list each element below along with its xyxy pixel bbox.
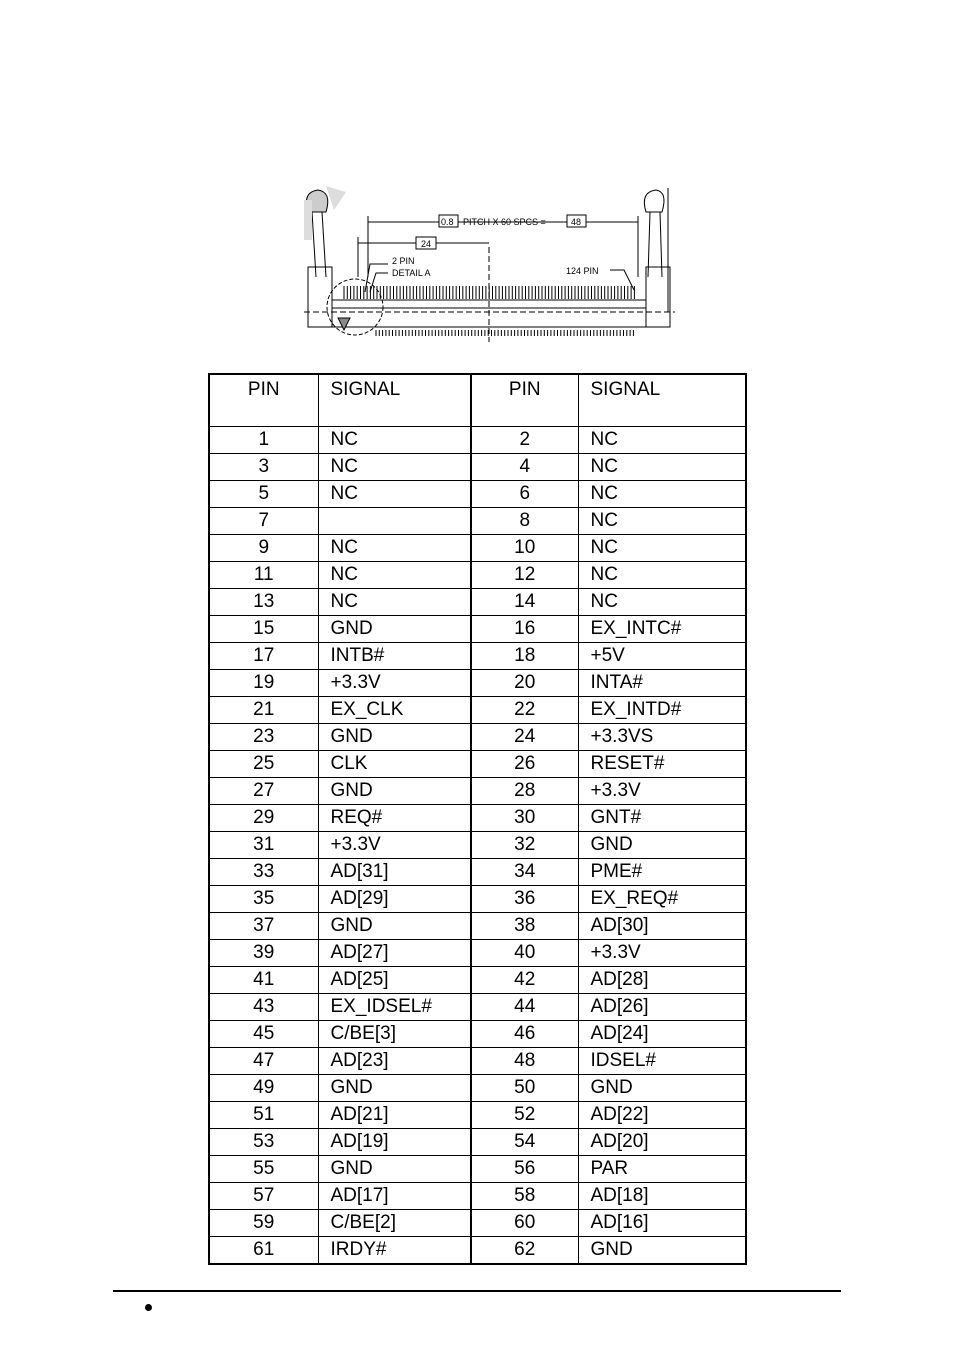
- pin-number: 59: [209, 1210, 318, 1237]
- signal-name: AD[16]: [578, 1210, 746, 1237]
- table-row: [209, 508, 746, 535]
- signal-name: NC: [318, 454, 471, 481]
- pin-number: 17: [209, 643, 318, 670]
- signal-name: NC: [318, 589, 471, 616]
- table-row: [209, 670, 746, 697]
- signal-name: AD[21]: [318, 1102, 471, 1129]
- signal-name: AD[19]: [318, 1129, 471, 1156]
- signal-name: C/BE[2]: [318, 1210, 471, 1237]
- table-row: [209, 616, 746, 643]
- signal-name: CLK: [318, 751, 471, 778]
- pin-number: 53: [209, 1129, 318, 1156]
- signal-name: NC: [578, 508, 746, 535]
- table-row: [209, 967, 746, 994]
- signal-name: NC: [318, 562, 471, 589]
- pin-number: 13: [209, 589, 318, 616]
- detail-label: DETAIL A: [392, 268, 431, 278]
- table-row: [209, 643, 746, 670]
- span-box: 24: [421, 239, 432, 249]
- pin-number: 7: [209, 508, 318, 535]
- pin-number: 8: [471, 508, 578, 535]
- signal-name: INTA#: [578, 670, 746, 697]
- signal-name: PAR: [578, 1156, 746, 1183]
- signal-name: EX_IDSEL#: [318, 994, 471, 1021]
- pin-number: 38: [471, 913, 578, 940]
- pin-number: 48: [471, 1048, 578, 1075]
- signal-name: NC: [318, 481, 471, 508]
- pin-number: 16: [471, 616, 578, 643]
- pin-number: 39: [209, 940, 318, 967]
- signal-name: NC: [578, 589, 746, 616]
- pin-number: 27: [209, 778, 318, 805]
- signal-name: AD[20]: [578, 1129, 746, 1156]
- pin-number: 36: [471, 886, 578, 913]
- pin-number: 30: [471, 805, 578, 832]
- pin-number: 58: [471, 1183, 578, 1210]
- pitch-box: 0.8: [441, 217, 454, 227]
- bullet-icon: [145, 1304, 152, 1311]
- pin-number: 19: [209, 670, 318, 697]
- pin-number: 49: [209, 1075, 318, 1102]
- signal-name: GND: [318, 778, 471, 805]
- signal-name: GND: [318, 724, 471, 751]
- signal-name: AD[30]: [578, 913, 746, 940]
- pin-number: 29: [209, 805, 318, 832]
- pin-number: 44: [471, 994, 578, 1021]
- pin-number: 60: [471, 1210, 578, 1237]
- signal-name: AD[28]: [578, 967, 746, 994]
- pin-number: 34: [471, 859, 578, 886]
- signal-name: NC: [578, 454, 746, 481]
- table-row: [209, 1048, 746, 1075]
- table-row: [209, 751, 746, 778]
- table-row: [209, 1129, 746, 1156]
- pitch-text: PITCH X 60 SPCS =: [463, 217, 546, 227]
- signal-name: NC: [578, 427, 746, 454]
- pin-number: 20: [471, 670, 578, 697]
- connector-diagram: [300, 182, 678, 344]
- pin-table: [208, 373, 747, 1265]
- pin-number: 9: [209, 535, 318, 562]
- signal-name: AD[27]: [318, 940, 471, 967]
- pin-number: 37: [209, 913, 318, 940]
- table-row: [209, 1237, 746, 1265]
- header-pin: PIN: [209, 374, 318, 427]
- signal-name: IDSEL#: [578, 1048, 746, 1075]
- pin-number: 1: [209, 427, 318, 454]
- pin-number: 50: [471, 1075, 578, 1102]
- total-box: 48: [571, 217, 582, 227]
- signal-name: +5V: [578, 643, 746, 670]
- signal-name: GNT#: [578, 805, 746, 832]
- signal-name: AD[23]: [318, 1048, 471, 1075]
- signal-name: GND: [578, 1075, 746, 1102]
- pin-number: 22: [471, 697, 578, 724]
- pin-number: 51: [209, 1102, 318, 1129]
- pin-number: 21: [209, 697, 318, 724]
- signal-name: AD[18]: [578, 1183, 746, 1210]
- table-row: [209, 454, 746, 481]
- table-row: [209, 1183, 746, 1210]
- pin-number: 43: [209, 994, 318, 1021]
- table-row: [209, 805, 746, 832]
- signal-name: NC: [318, 427, 471, 454]
- pin124-label: 124 PIN: [566, 266, 599, 276]
- table-row: [209, 535, 746, 562]
- signal-name: AD[25]: [318, 967, 471, 994]
- pin-number: 54: [471, 1129, 578, 1156]
- table-row: [209, 778, 746, 805]
- signal-name: GND: [318, 913, 471, 940]
- pin-number: 57: [209, 1183, 318, 1210]
- table-row: [209, 1075, 746, 1102]
- pin-number: 28: [471, 778, 578, 805]
- pin-number: 14: [471, 589, 578, 616]
- signal-name: NC: [578, 535, 746, 562]
- pin-number: 62: [471, 1237, 578, 1265]
- pin-number: 10: [471, 535, 578, 562]
- pin-number: 31: [209, 832, 318, 859]
- pin-number: 33: [209, 859, 318, 886]
- signal-name: GND: [578, 832, 746, 859]
- table-row: [209, 1156, 746, 1183]
- signal-name: INTB#: [318, 643, 471, 670]
- signal-name: EX_INTD#: [578, 697, 746, 724]
- pin2-label: 2 PIN: [392, 256, 415, 266]
- signal-name: EX_INTC#: [578, 616, 746, 643]
- signal-name: AD[24]: [578, 1021, 746, 1048]
- table-row: [209, 724, 746, 751]
- header-signal: SIGNAL: [578, 374, 746, 427]
- pin-number: 24: [471, 724, 578, 751]
- table-row: [209, 427, 746, 454]
- signal-name: [318, 508, 471, 535]
- pin-number: 45: [209, 1021, 318, 1048]
- pin-number: 15: [209, 616, 318, 643]
- table-row: [209, 994, 746, 1021]
- pin-number: 52: [471, 1102, 578, 1129]
- table-row: [209, 832, 746, 859]
- signal-name: AD[31]: [318, 859, 471, 886]
- table-row: [209, 1210, 746, 1237]
- signal-name: NC: [578, 562, 746, 589]
- table-row: [209, 697, 746, 724]
- pin-number: 25: [209, 751, 318, 778]
- header-signal: SIGNAL: [318, 374, 471, 427]
- signal-name: AD[29]: [318, 886, 471, 913]
- pin-number: 35: [209, 886, 318, 913]
- header-row: [209, 374, 746, 427]
- pin-number: 41: [209, 967, 318, 994]
- pin-number: 2: [471, 427, 578, 454]
- pin-number: 46: [471, 1021, 578, 1048]
- table-row: [209, 1021, 746, 1048]
- table-row: [209, 589, 746, 616]
- signal-name: PME#: [578, 859, 746, 886]
- table-row: [209, 1102, 746, 1129]
- signal-name: NC: [318, 535, 471, 562]
- signal-name: GND: [318, 616, 471, 643]
- pin-number: 47: [209, 1048, 318, 1075]
- pin-number: 12: [471, 562, 578, 589]
- table-row: [209, 913, 746, 940]
- signal-name: +3.3VS: [578, 724, 746, 751]
- signal-name: GND: [318, 1156, 471, 1183]
- table-row: [209, 562, 746, 589]
- table-row: [209, 886, 746, 913]
- signal-name: EX_CLK: [318, 697, 471, 724]
- pin-number: 42: [471, 967, 578, 994]
- footer-rule: [113, 1290, 841, 1292]
- pin-number: 56: [471, 1156, 578, 1183]
- signal-name: +3.3V: [578, 940, 746, 967]
- signal-name: REQ#: [318, 805, 471, 832]
- pin-number: 3: [209, 454, 318, 481]
- table-row: [209, 940, 746, 967]
- signal-name: NC: [578, 481, 746, 508]
- pin-number: 40: [471, 940, 578, 967]
- pin-number: 11: [209, 562, 318, 589]
- signal-name: +3.3V: [578, 778, 746, 805]
- pin-number: 4: [471, 454, 578, 481]
- pin-number: 61: [209, 1237, 318, 1265]
- signal-name: GND: [578, 1237, 746, 1265]
- pin-number: 6: [471, 481, 578, 508]
- signal-name: AD[22]: [578, 1102, 746, 1129]
- signal-name: AD[26]: [578, 994, 746, 1021]
- pin-number: 23: [209, 724, 318, 751]
- pin-number: 55: [209, 1156, 318, 1183]
- table-row: [209, 859, 746, 886]
- pin-number: 5: [209, 481, 318, 508]
- signal-name: AD[17]: [318, 1183, 471, 1210]
- signal-name: IRDY#: [318, 1237, 471, 1265]
- signal-name: C/BE[3]: [318, 1021, 471, 1048]
- signal-name: GND: [318, 1075, 471, 1102]
- pin-number: 26: [471, 751, 578, 778]
- header-pin: PIN: [471, 374, 578, 427]
- pin-number: 18: [471, 643, 578, 670]
- signal-name: EX_REQ#: [578, 886, 746, 913]
- signal-name: RESET#: [578, 751, 746, 778]
- signal-name: +3.3V: [318, 832, 471, 859]
- pin-number: 32: [471, 832, 578, 859]
- table-row: [209, 481, 746, 508]
- signal-name: +3.3V: [318, 670, 471, 697]
